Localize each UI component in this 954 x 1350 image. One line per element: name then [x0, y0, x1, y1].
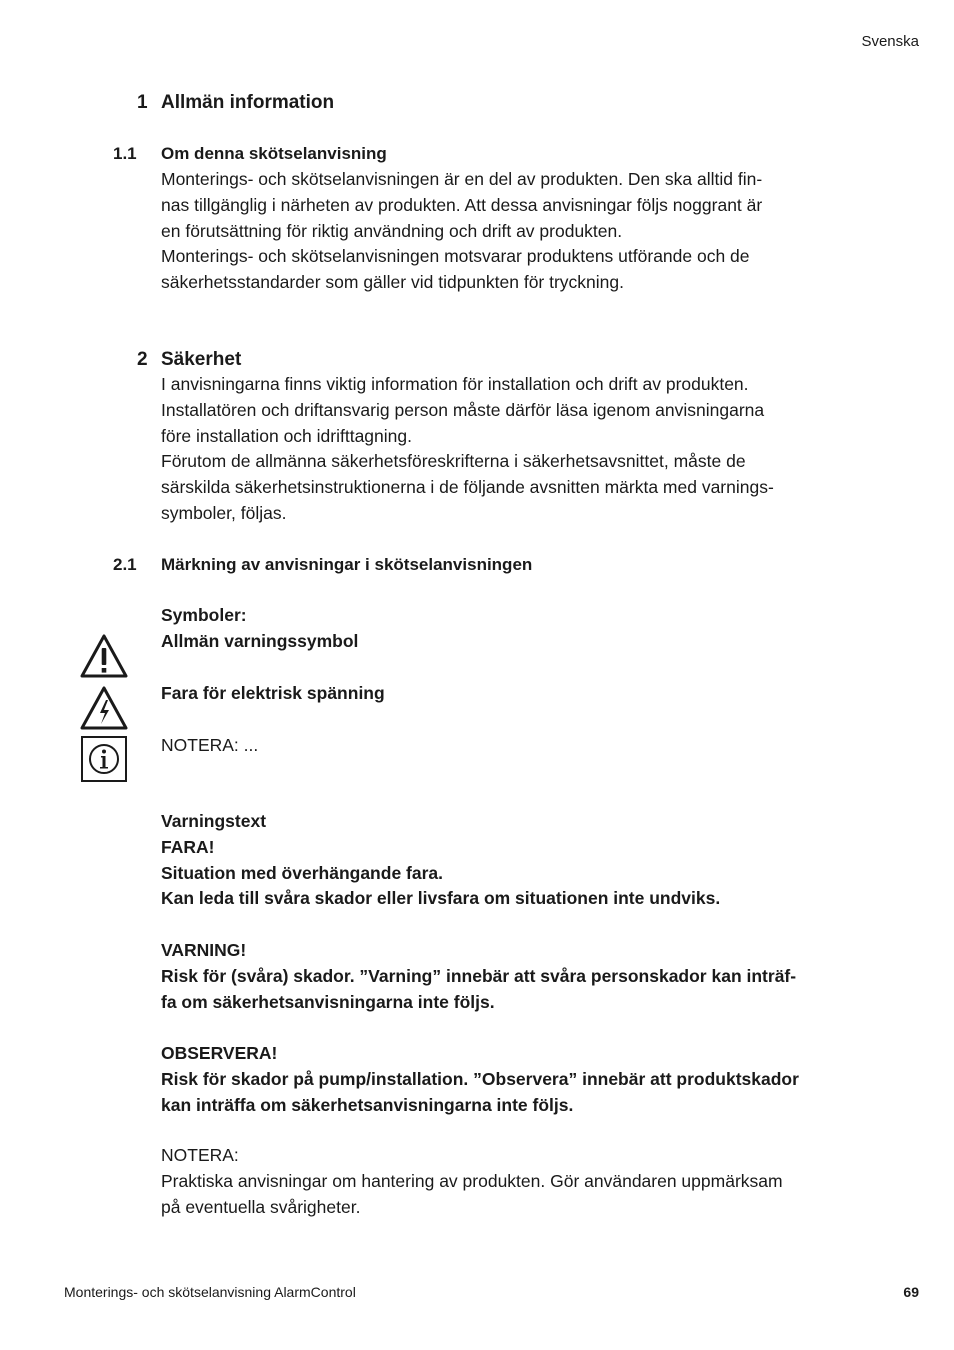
warning-text-heading: Varningstext: [161, 811, 267, 831]
text-line: symboler, följas.: [161, 502, 287, 523]
page-number: 69: [903, 1284, 919, 1300]
text-line: fa om säkerhetsanvisningarna inte följs.: [161, 991, 495, 1012]
section-1-1-heading: [113, 144, 387, 164]
text-line: nas tillgänglig i närheten av produkten. Att dessa anvisningar följs noggrant är: [161, 194, 763, 215]
section-title: Säkerhet: [161, 349, 242, 370]
section-title: Allmän information: [161, 92, 335, 113]
danger-label: FARA!: [161, 836, 215, 857]
section-number: 1: [137, 92, 148, 113]
section-1-1-body: [161, 167, 831, 296]
symbol-general-label: Allmän varningssymbol: [161, 631, 359, 651]
section-1-heading: [137, 92, 334, 114]
text-line: Risk för skador på pump/installation. ”Observera” innebär att produktskador: [161, 1068, 799, 1089]
text-line: Praktiska anvisningar om hantering av produkten. Gör användaren uppmärksam: [161, 1170, 783, 1191]
warning-label: VARNING!: [161, 940, 247, 960]
warning-text-block: [161, 809, 831, 912]
section-title: Om denna skötselanvisning: [161, 144, 387, 163]
symbols-heading: Symboler:: [161, 605, 247, 625]
text-line: en förutsättning för riktig användning och drift av produkten.: [161, 220, 623, 241]
section-number: 2.1: [113, 555, 137, 574]
text-line: Kan leda till svåra skador eller livsfara om situationen inte undviks.: [161, 888, 721, 909]
text-line: I anvisningarna finns viktig information för installation och drift av produkten.: [161, 374, 749, 394]
section-2-heading: [137, 349, 241, 371]
section-2-body: [161, 372, 831, 527]
section-number: 2: [137, 349, 148, 370]
note-label: NOTERA:: [161, 1145, 239, 1165]
text-line: särskilda säkerhetsinstruktionerna i de följande avsnitten märkta med varnings-: [161, 477, 774, 498]
text-line: på eventuella svårigheter.: [161, 1196, 361, 1217]
caution-block: [161, 1041, 831, 1118]
text-line: före installation och idrifttagning.: [161, 425, 412, 446]
text-line: Förutom de allmänna säkerhetsföreskrifterna i säkerhetsavsnittet, måste de: [161, 451, 746, 472]
section-2-1-heading: [113, 555, 532, 575]
text-line: Risk för (svåra) skador. ”Varning” innebär att svåra personskador kan inträf-: [161, 965, 797, 986]
text-line: kan inträffa om säkerhetsanvisningarna inte följs.: [161, 1094, 574, 1115]
section-number: 1.1: [113, 144, 137, 163]
caution-label: OBSERVERA!: [161, 1043, 278, 1063]
symbol-electric-label: Fara för elektrisk spänning: [161, 683, 385, 703]
note-block: [161, 1143, 831, 1220]
electric-hazard-icon: [80, 685, 128, 736]
footer-document-title: Monterings- och skötselanvisning AlarmControl: [64, 1284, 356, 1300]
section-title: Märkning av anvisningar i skötselanvisningen: [161, 555, 533, 574]
symbol-note-label: NOTERA: ...: [161, 735, 259, 755]
info-icon: [80, 736, 128, 787]
text-line: Situation med överhängande fara.: [161, 862, 443, 883]
warning-triangle-icon: [80, 633, 128, 684]
text-line: säkerhetsstandarder som gäller vid tidpunkten för tryckning.: [161, 272, 625, 293]
text-line: Monterings- och skötselanvisningen är en del av produkten. Den ska alltid fin-: [161, 169, 763, 189]
warning-block: [161, 938, 831, 1015]
language-label: Svenska: [861, 33, 919, 50]
text-line: Monterings- och skötselanvisningen motsvarar produktens utförande och de: [161, 246, 750, 267]
text-line: Installatören och driftansvarig person måste därför läsa igenom anvisningarna: [161, 399, 765, 420]
